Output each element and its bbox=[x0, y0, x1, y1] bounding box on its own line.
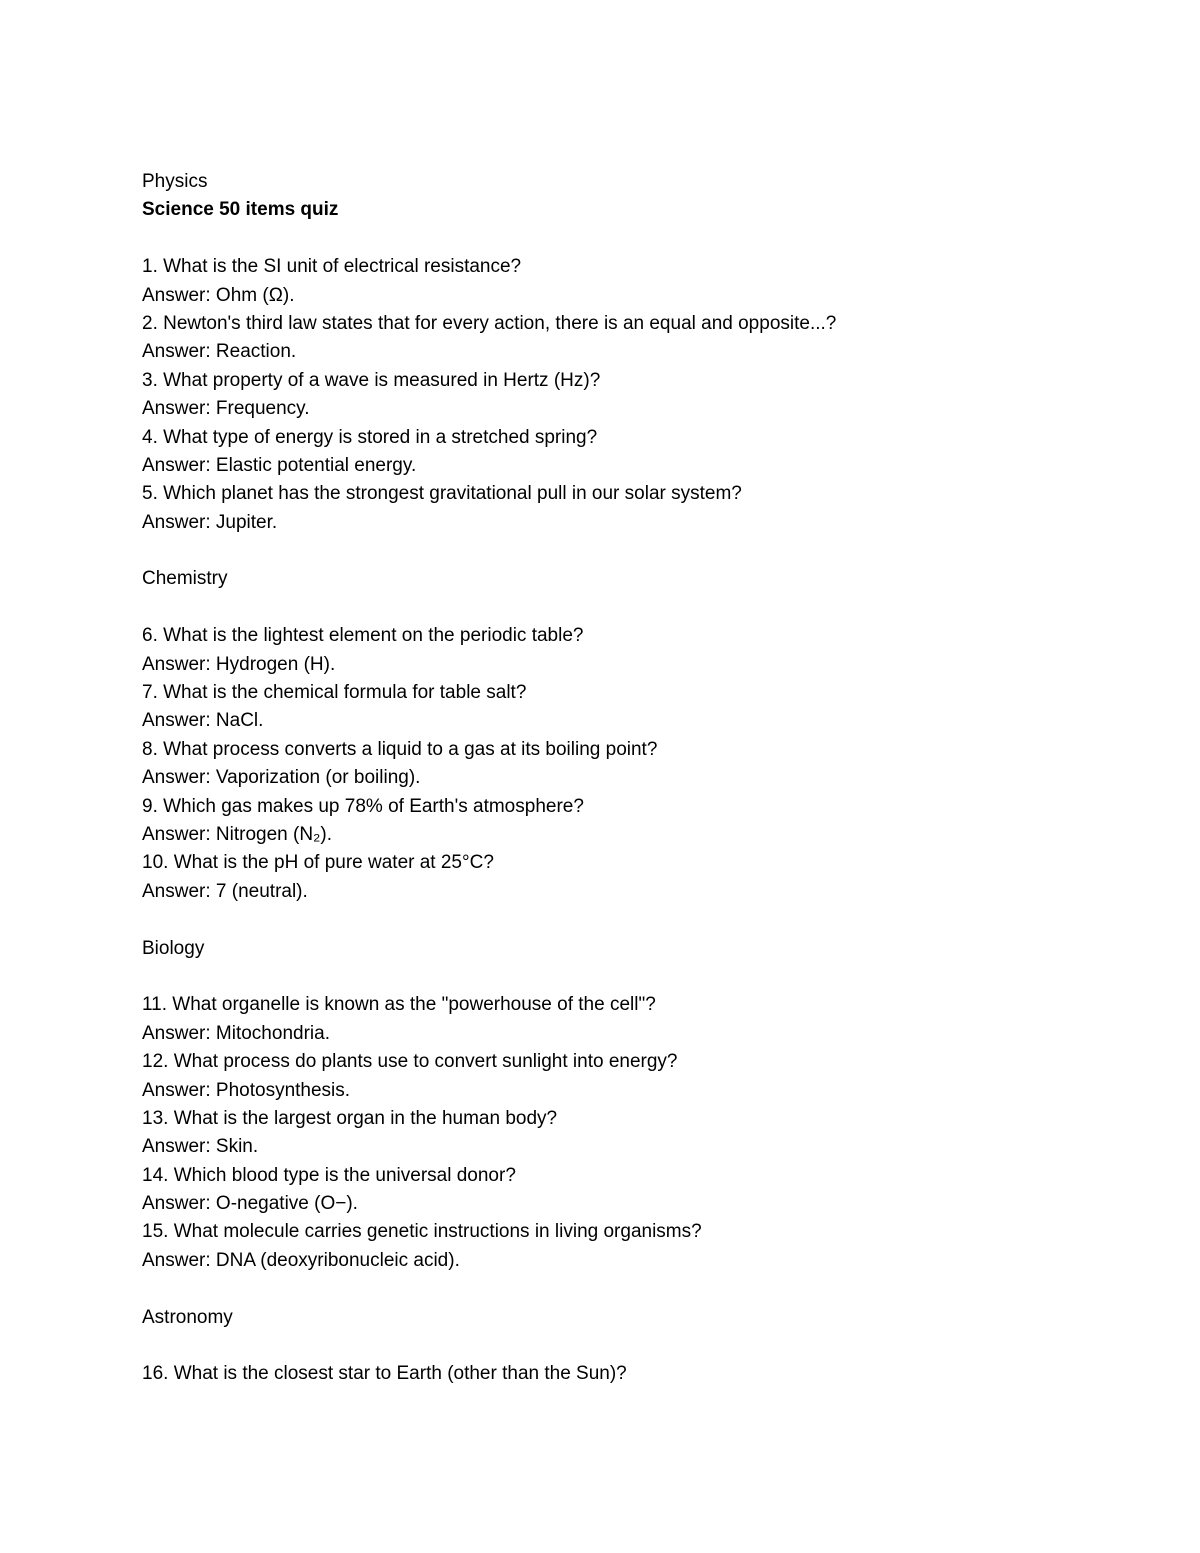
physics-section bbox=[142, 253, 1142, 537]
question-9: 9. Which gas makes up 78% of Earth's atmosphere? bbox=[142, 795, 584, 817]
spacer bbox=[142, 1332, 1142, 1360]
answer-2: Answer: Reaction. bbox=[142, 341, 297, 363]
answer-14: Answer: O-negative (O−). bbox=[142, 1193, 358, 1215]
answer-8: Answer: Vaporization (or boiling). bbox=[142, 767, 421, 789]
section-heading-astronomy: Astronomy bbox=[142, 1306, 233, 1328]
answer-1: Answer: Ohm (Ω). bbox=[142, 284, 295, 306]
question-10: 10. What is the pH of pure water at 25°C? bbox=[142, 852, 494, 874]
question-1: 1. What is the SI unit of electrical resistance? bbox=[142, 256, 522, 278]
question-2: 2. Newton's third law states that for every action, there is an equal and opposite...? bbox=[142, 312, 837, 334]
astronomy-section bbox=[142, 1304, 1142, 1389]
quiz-title: Science 50 items quiz bbox=[142, 199, 339, 221]
section-heading-biology: Biology bbox=[142, 937, 205, 959]
chemistry-section bbox=[142, 565, 1142, 906]
answer-7: Answer: NaCl. bbox=[142, 710, 264, 732]
answer-9: Answer: Nitrogen (N₂). bbox=[142, 823, 333, 845]
question-7: 7. What is the chemical formula for table salt? bbox=[142, 682, 527, 704]
question-12: 12. What process do plants use to convert sunlight into energy? bbox=[142, 1051, 678, 1073]
spacer bbox=[142, 1275, 1142, 1303]
section-heading-chemistry: Chemistry bbox=[142, 568, 228, 590]
question-16: 16. What is the closest star to Earth (other than the Sun)? bbox=[142, 1363, 627, 1385]
question-6: 6. What is the lightest element on the periodic table? bbox=[142, 625, 584, 647]
spacer bbox=[142, 225, 1142, 253]
answer-4: Answer: Elastic potential energy. bbox=[142, 454, 417, 476]
question-14: 14. Which blood type is the universal donor? bbox=[142, 1164, 516, 1186]
answer-11: Answer: Mitochondria. bbox=[142, 1022, 330, 1044]
question-5: 5. Which planet has the strongest gravitational pull in our solar system? bbox=[142, 483, 742, 505]
biology-section bbox=[142, 935, 1142, 1276]
answer-10: Answer: 7 (neutral). bbox=[142, 880, 308, 902]
spacer bbox=[142, 963, 1142, 991]
question-4: 4. What type of energy is stored in a stretched spring? bbox=[142, 426, 598, 448]
spacer bbox=[142, 906, 1142, 934]
spacer bbox=[142, 594, 1142, 622]
question-3: 3. What property of a wave is measured in Hertz (Hz)? bbox=[142, 369, 601, 391]
answer-12: Answer: Photosynthesis. bbox=[142, 1079, 351, 1101]
answer-3: Answer: Frequency. bbox=[142, 398, 310, 420]
question-15: 15. What molecule carries genetic instructions in living organisms? bbox=[142, 1221, 702, 1243]
answer-15: Answer: DNA (deoxyribonucleic acid). bbox=[142, 1249, 460, 1271]
document-body bbox=[142, 168, 1142, 1389]
question-8: 8. What process converts a liquid to a gas at its boiling point? bbox=[142, 738, 658, 760]
subject-heading: Physics bbox=[142, 171, 208, 192]
answer-6: Answer: Hydrogen (H). bbox=[142, 653, 336, 675]
spacer bbox=[142, 537, 1142, 565]
question-13: 13. What is the largest organ in the human body? bbox=[142, 1107, 558, 1129]
question-11: 11. What organelle is known as the "powerhouse of the cell"? bbox=[142, 994, 656, 1016]
answer-13: Answer: Skin. bbox=[142, 1136, 259, 1158]
answer-5: Answer: Jupiter. bbox=[142, 511, 278, 533]
